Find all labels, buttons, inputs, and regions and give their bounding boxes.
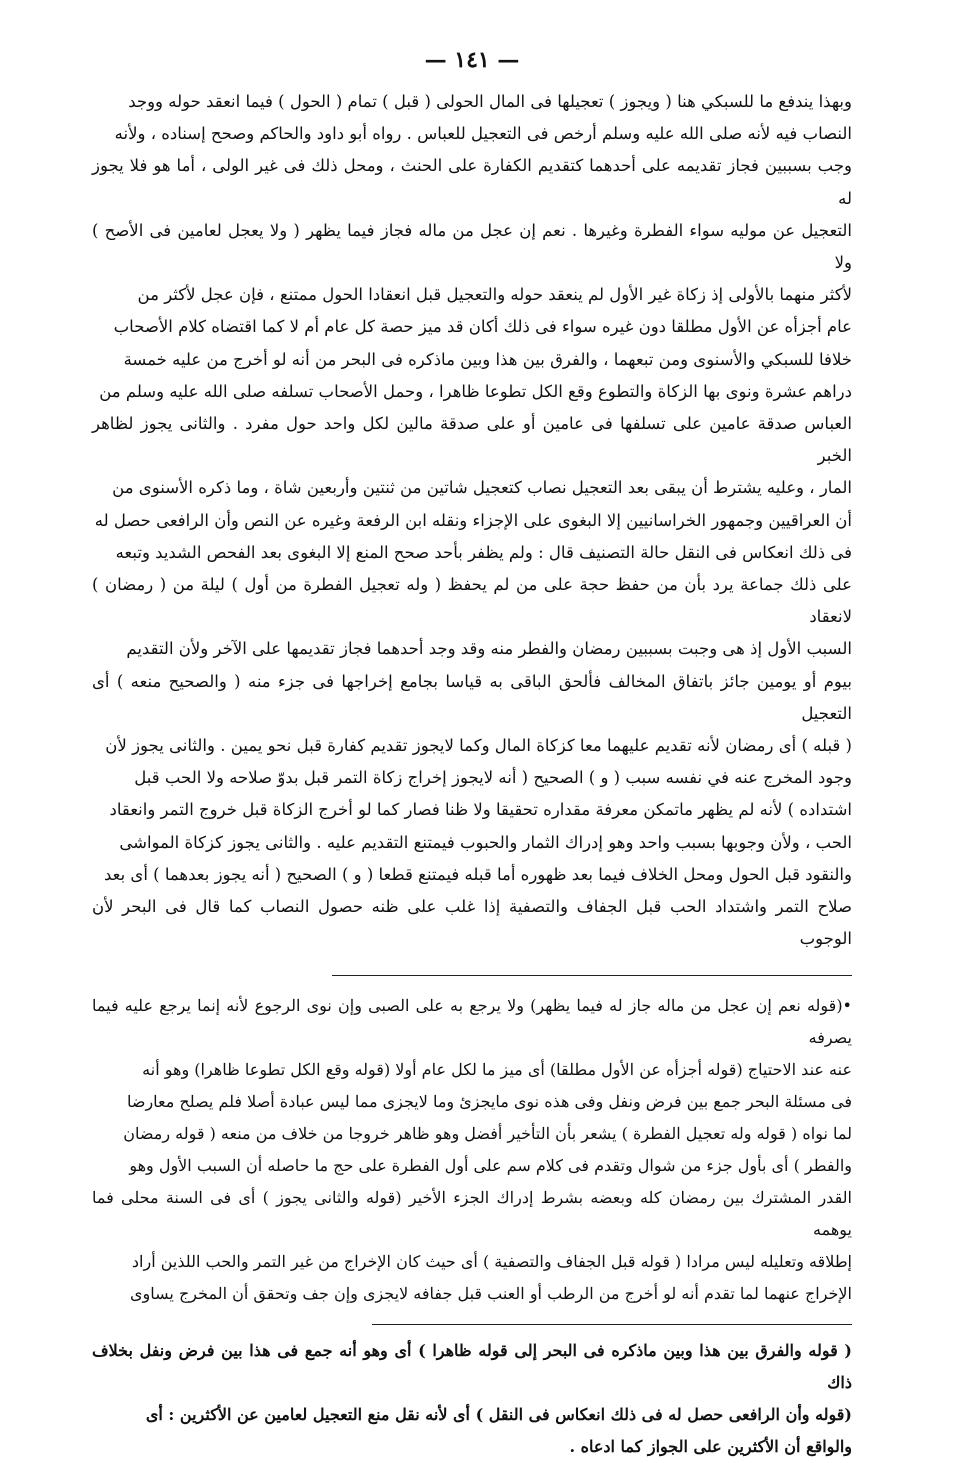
footnote-line: والواقع أن الأكثرين على الجواز كما ادعاه . [569, 1437, 852, 1457]
text-line: صلاح التمر واشتداد الحب قبل الجفاف والتصفية إذا غلب على ظنه حصول النصاب كما قال فى البحر لأن الوجوب [92, 897, 852, 949]
text-line: دراهم عشرة ونوى بها الزكاة والتطوع وقع الكل تطوعا ظاهرا ، وحمل الأصحاب تسلفه صلى الله عليه وسلم من [99, 381, 852, 401]
text-line: وجود المخرج عنه في نفسه سبب ( و ) الصحيح ( أنه لايجوز إخراج زكاة التمر قبل بدوّ صلاحه ولا الحب قبل [134, 768, 852, 788]
text-line: فى ذلك انعكاس فى النقل حالة التصنيف قال : ولم يظفر بأحد صحح المنع إلا البغوى بعد الفحص الشديد وتبعه [115, 542, 852, 562]
footnote-line: ( قوله والفرق بين هذا وبين ماذكره فى البحر إلى قوله ظاهرا ) أى وهو أنه جمع فى هذا بين فرض ونفل بخلاف ذاك [92, 1341, 852, 1393]
text-line: الحب ، ولأن وجوبها بسبب واحد وهو إدراك الثمار والحبوب فيمتنع التقديم عليه . والثانى يجوز كزكاة المواشى [119, 832, 852, 852]
footnote-line: فى مسئلة البحر جمع بين فرض ونفل وفى هذه نوى مايجزئ وما لايجزى مما ليس عبادة أصلا فلم يصلح معارضا [126, 1092, 852, 1112]
footnote-line: والفطر ) أى بأول جزء من شوال وتقدم فى كلام سم على أول الفطرة على حج ما حاصله أن السبب الأول وهو [129, 1156, 852, 1176]
footnote-divider [332, 975, 852, 976]
main-text-paragraph [92, 86, 852, 955]
text-line: خلافا للسبكي والأسنوى ومن تبعهما ، والفرق بين هذا وبين ماذكره فى البحر من أنه لو أخرج من عليه خمسة [123, 349, 852, 369]
text-line: النصاب فيه لأنه صلى الله عليه وسلم أرخص فى التعجيل للعباس . رواه أبو داود والحاكم وصحح إسناده ، ولأنه [114, 124, 852, 144]
text-line: لأكثر منهما بالأولى إذ زكاة غير الأول لم ينعقد حوله والتعجيل قبل انعقادا الحول ممتنع ، فإن عجل لأكثر من [137, 285, 852, 305]
footnote-line: عنه عند الاحتياج (قوله أجزأه عن الأول مطلقا) أى ميز ما لكل عام أولا (قوله وقع الكل تطوعا ظاهرا) وهو أنه [142, 1060, 852, 1080]
footnote-divider [372, 1324, 852, 1325]
text-line: بيوم أو يومين جائز باتفاق المخالف فألحق الباقى به قياسا بجامع إخراجها فى جزء منه ( والصحيح منعه ) أى التعجيل [92, 671, 852, 723]
footnote-line: القدر المشترك بين رمضان كله وبعضه بشرط إدراك الجزء الأخير (قوله والثانى يجوز ) أى فى السنة محلى فما يوهمه [92, 1188, 852, 1240]
text-line: أن العراقيين وجمهور الخراسانيين إلا البغوى على الإجزاء ونقله ابن الرفعة وغيره عن النص وأن الرافعى حصل له [94, 510, 852, 530]
text-line: وبهذا يندفع ما للسبكي هنا ( ويجوز ) تعجيلها فى المال الحولى ( قبل ) تمام ( الحول ) فيما انعقد حوله ووجد [128, 92, 852, 111]
text-line: ( قبله ) أى رمضان لأنه تقديم عليهما معا كزكاة المال وكما لايجوز تقديم كفارة قبل نحو يمين . والثانى يجوز لأن [105, 736, 852, 756]
main-text [92, 86, 852, 955]
footnote-block-2 [92, 1335, 852, 1463]
text-line: والنقود قبل الحول ومحل الخلاف فيما بعد ظهوره أما قبله فيمتنع قطعا ( و ) الصحيح ( أنه يجوز بعدهما ) أى بعد [103, 864, 852, 884]
footnote-line: (قوله وأن الرافعى حصل له فى ذلك انعكاس فى النقل ) أى لأنه نقل منع التعجيل لعامين عن الأكثرين : أى [145, 1405, 852, 1425]
footnote-line: إطلاقه وتعليله ليس مرادا ( قوله قبل الجفاف والتصفية ) أى حيث كان الإخراج من غير التمر والحب اللذين أراد [131, 1252, 852, 1272]
page-number: — ١٤١ — [424, 47, 520, 73]
text-line: العباس صدقة عامين على تسلفها فى عامين أو على صدقة مالين لكل واحد حول مفرد . والثانى يجوز لظاهر الخبر [92, 414, 852, 466]
footnote-line: الإخراج عنهما لما تقدم أنه لو أخرج من الرطب أو العنب قبل جفافه لايجزى وإن جف وتحقق أن المخرج يساوى [130, 1284, 852, 1304]
text-line: اشتداده ) لأنه لم يظهر ماتمكن معرفة مقداره تحقيقا ولا ظنا فصار كما لو أخرج الزكاة قبل خروج التمر وانعقاد [109, 800, 852, 820]
text-line: عام أجزأه عن الأول مطلقا دون غيره سواء فى ذلك أكان قد ميز حصة كل عام أم لا كما اقتضاه كلام الأصحاب [113, 317, 852, 337]
footnote-line: •(قوله نعم إن عجل من ماله جاز له فيما يظهر) ولا يرجع به على الصبى وإن نوى الرجوع لأنه إنما يرجع عليه فيما يصرفه [92, 996, 852, 1048]
text-line: على ذلك جماعة يرد بأن من حفظ حجة على من لم يحفظ ( وله تعجيل الفطرة من أول ) ليلة من ( رمضان ) لانعقاد [92, 575, 852, 627]
footnote-block-1 [92, 990, 852, 1310]
footnote-line: لما نواه ( قوله وله تعجيل الفطرة ) يشعر بأن التأخير أفضل وهو ظاهر خروجا من خلاف من منعه ( قوله رمضان [123, 1124, 852, 1144]
text-line: التعجيل عن موليه سواء الفطرة وغيرها . نعم إن عجل من ماله فجاز فيما يظهر ( ولا يعجل لعامين فى الأصح ) ولا [92, 220, 852, 273]
text-line: المار ، وعليه يشترط أن يبقى بعد التعجيل نصاب كتعجيل شاتين من ثنتين وأربعين شاة ، وما ذكره الأسنوى من [112, 478, 852, 498]
text-line: السبب الأول إذ هى وجبت بسببين رمضان والفطر منه وقد وجد أحدهما فجاز تقديمها على الآخر ولأن التقديم [126, 639, 852, 659]
text-line: وجب بسببين فجاز تقديمه على أحدهما كتقديم الكفارة على الحنث ، ومحل ذلك فى غير الولى ، أما هو فلا يجوز له [92, 156, 852, 208]
